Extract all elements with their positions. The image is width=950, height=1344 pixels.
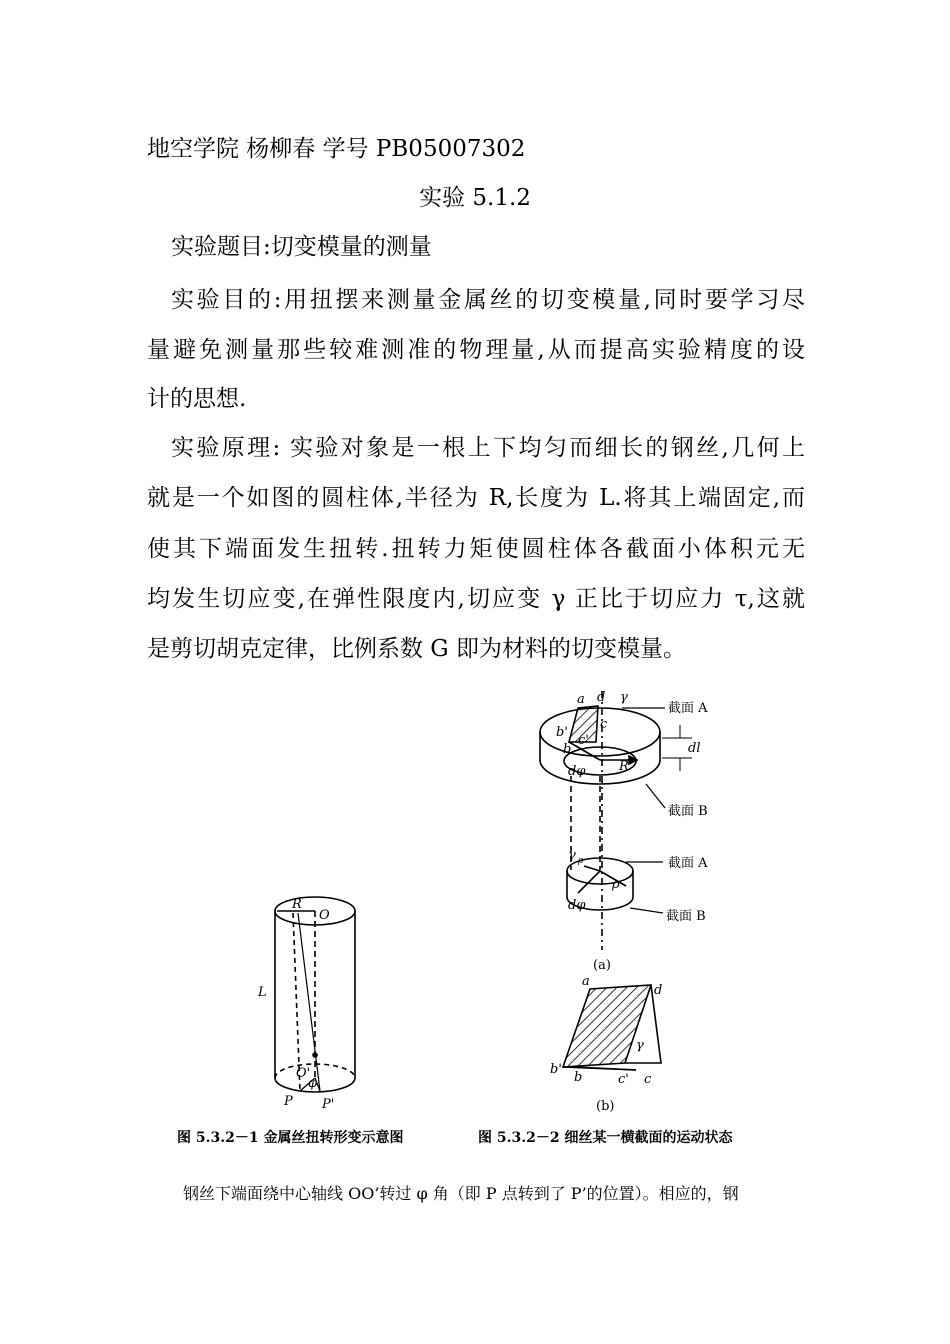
left-figure-caption: 图 5.3.2－1 金属丝扭转形变示意图	[177, 1130, 404, 1146]
label-a: a	[577, 692, 585, 707]
purpose-line-3: 计的思想.	[147, 386, 247, 412]
label-L: L	[258, 985, 267, 1000]
label-d2: d	[654, 983, 663, 998]
footer-paragraph: 钢丝下端面绕中心轴线 OO’转过 φ 角（即 P 点转到了 P’的位置）。相应的，钢	[183, 1184, 739, 1203]
label-b-prime2: b'	[550, 1062, 562, 1077]
label-dl: dl	[688, 741, 701, 756]
label-b: b	[563, 742, 572, 757]
label-rho: ρ	[612, 877, 620, 892]
label-R2: R	[619, 759, 629, 774]
label-gamma-rho-subscript: ρ	[578, 856, 584, 866]
label-gamma2: γ	[636, 1038, 644, 1053]
principle-line-5: 是剪切胡克定律，比例系数 G 即为材料的切变模量。	[147, 636, 686, 662]
label-sub-a: (a)	[593, 958, 611, 973]
shear-element-diagram	[563, 985, 661, 1070]
label-section-A2: 截面 A	[668, 856, 708, 871]
principle-line-1: 实验原理: 实验对象是一根上下均匀而细长的钢丝,几何上	[171, 435, 805, 461]
experiment-number: 实验 5.1.2	[419, 185, 531, 211]
right-figure-caption: 图 5.3.2－2 细丝某一横截面的运动状态	[478, 1130, 733, 1146]
label-c-prime: c'	[578, 733, 589, 748]
experiment-topic: 实验题目:切变模量的测量	[171, 234, 432, 260]
label-dphi: dφ	[568, 764, 586, 779]
label-P: P	[284, 1094, 293, 1109]
label-section-B: 截面 B	[668, 804, 708, 819]
label-c-prime2: c'	[618, 1072, 629, 1087]
label-O-prime: O'	[296, 1066, 311, 1081]
label-P-prime: P'	[322, 1097, 335, 1112]
label-gamma: γ	[620, 690, 628, 705]
label-section-A: 截面 A	[668, 701, 708, 716]
label-b2: b	[574, 1070, 583, 1085]
purpose-line-1: 实验目的:用扭摆来测量金属丝的切变模量,同时要学习尽	[171, 287, 805, 313]
label-sub-b: (b)	[596, 1099, 615, 1114]
principle-line-2: 就是一个如图的圆柱体,半径为 R,长度为 L.将其上端固定,而	[147, 485, 805, 511]
cylinder-diagram	[275, 897, 355, 1092]
label-d: d	[597, 690, 606, 705]
label-gamma-rho: γ	[568, 848, 576, 863]
label-c: c	[600, 717, 608, 732]
author-line: 地空学院 杨柳春 学号 PB05007302	[147, 136, 526, 162]
label-section-B2: 截面 B	[666, 909, 706, 924]
label-c2: c	[644, 1072, 652, 1087]
label-O: O	[319, 908, 330, 923]
label-b-prime: b'	[556, 725, 568, 740]
principle-line-3: 使其下端面发生扭转.扭转力矩使圆柱体各截面小体积元无	[147, 536, 805, 562]
label-phi: φ	[308, 1076, 318, 1091]
purpose-line-2: 量避免测量那些较难测准的物理量,从而提高实验精度的设	[147, 337, 805, 363]
principle-line-4: 均发生切应变,在弹性限度内,切应变 γ 正比于切应力 τ,这就	[147, 586, 805, 612]
label-a2: a	[582, 974, 590, 989]
label-R: R	[292, 897, 302, 912]
label-dphi2: dφ	[568, 898, 586, 913]
